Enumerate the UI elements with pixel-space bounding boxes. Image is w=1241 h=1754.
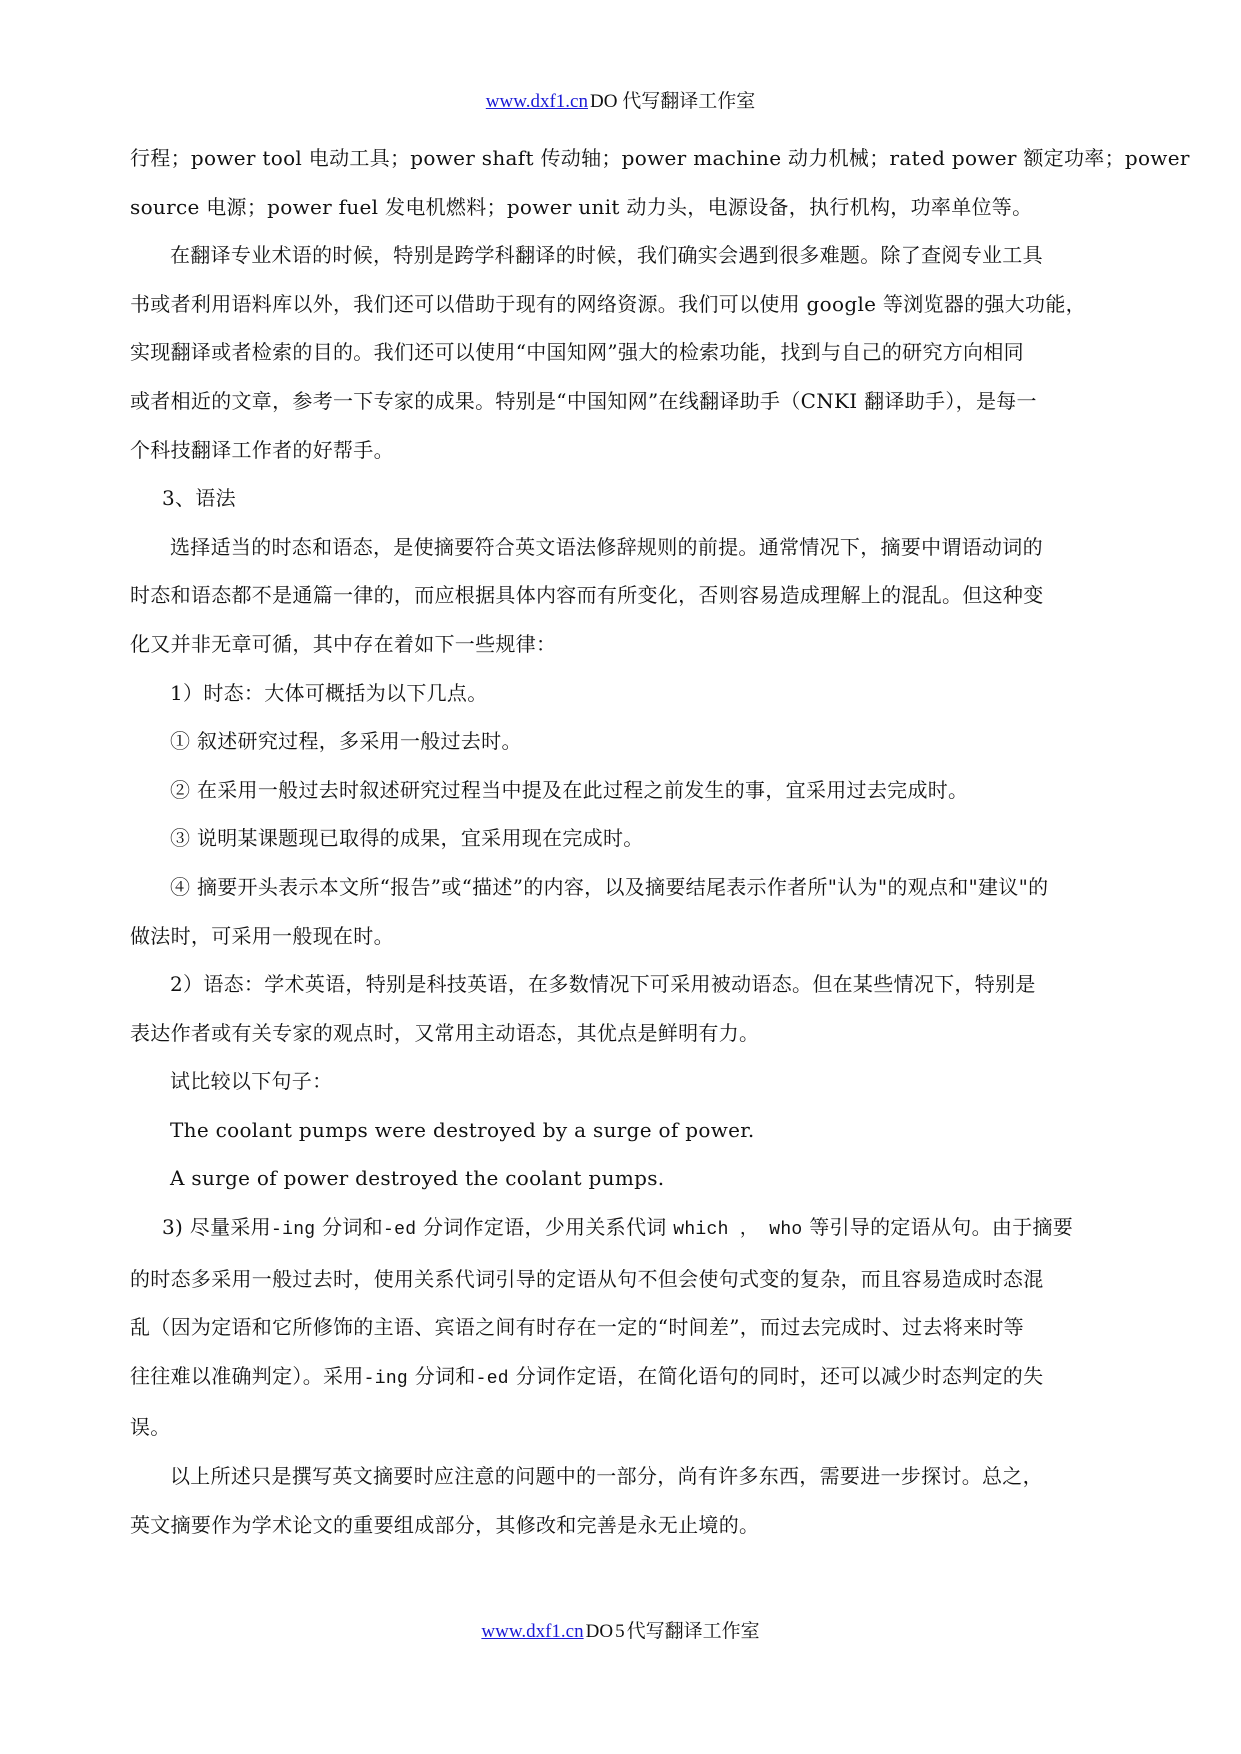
paragraph-tense-voice	[130, 523, 1120, 572]
participle-paragraph	[130, 1203, 1120, 1255]
voice-paragraph	[130, 960, 1120, 1009]
code-run: -ing	[271, 1220, 316, 1241]
header-studio-name: DO 代写翻译工作室	[590, 91, 756, 112]
text-run: 往往难以准确判定）。采用	[130, 1363, 364, 1388]
text-run: 分词和	[315, 1215, 383, 1240]
paragraph-power-terms	[130, 134, 1190, 231]
tense-item-4	[130, 863, 1120, 912]
text-run: 分词作定语，在简化语句的同时，还可以减少时态判定的失	[508, 1363, 1044, 1388]
conclusion-paragraph-cont: 英文摘要作为学术论文的重要组成部分，其修改和完善是永无止境的。	[130, 1512, 760, 1537]
voice-paragraph-cont: 表达作者或有关专家的观点时，又常用主动语态，其优点是鲜明有力。	[130, 1020, 760, 1045]
text-line: 个科技翻译工作者的好帮手。	[130, 437, 394, 462]
code-run: -ed	[382, 1220, 417, 1241]
footer-studio-name: 代写翻译工作室	[626, 1621, 760, 1642]
footer-website-link[interactable]: www.dxf1.cn	[481, 1621, 584, 1642]
text-line: 或者相近的文章，参考一下专家的成果。特别是“中国知网”在线翻译助手（CNKI 翻译助手），是每一	[130, 388, 1037, 413]
code-run: -ed	[475, 1368, 509, 1389]
text-run: 3) 尽量采用	[162, 1215, 271, 1240]
compare-prompt: 试比较以下句子：	[170, 1069, 333, 1094]
paragraph-translation-resources-cont	[130, 280, 1120, 474]
text-line: 2）语态：学术英语，特别是科技英语，在多数情况下可采用被动语态。但在某些情况下，特别是	[170, 972, 1036, 997]
text-line: 以上所述只是撰写英文摘要时应注意的问题中的一部分，尚有许多东西，需要进一步探讨。总之，	[170, 1464, 1043, 1489]
paragraph-translation-resources	[130, 231, 1120, 280]
page-header	[0, 90, 1241, 114]
page-number: 5	[615, 1621, 625, 1642]
tense-heading: 1）时态：大体可概括为以下几点。	[170, 680, 488, 705]
section-heading-grammar: 3、语法	[162, 486, 236, 511]
code-run: which ， who	[673, 1220, 803, 1241]
tense-item-2: ② 在采用一般过去时叙述研究过程当中提及在此过程之前发生的事，宜采用过去完成时。	[170, 777, 969, 802]
paragraph-tense-voice-cont	[130, 571, 1120, 668]
tense-item-3: ③ 说明某课题现已取得的成果，宜采用现在完成时。	[170, 826, 644, 851]
page-footer	[0, 1620, 1241, 1644]
participle-paragraph-cont	[130, 1255, 1120, 1452]
text-run: 等引导的定语从句。由于摘要	[802, 1215, 1074, 1240]
text-line: 书或者利用语料库以外，我们还可以借助于现有的网络资源。我们可以使用 google 等浏览器的强大功能，	[130, 291, 1086, 316]
text-line: 乱（因为定语和它所修饰的主语、宾语之间有时存在一定的“时间差”，而过去完成时、过去将来时等	[130, 1315, 1024, 1340]
conclusion-paragraph	[130, 1452, 1120, 1501]
text-line	[130, 1352, 1120, 1404]
text-line: source 电源；power fuel 发电机燃料；power unit 动力头，电源设备，执行机构，功率单位等。	[130, 194, 1033, 219]
text-run: 分词和	[408, 1363, 476, 1388]
text-line: 化又并非无章可循，其中存在着如下一些规律：	[130, 631, 557, 656]
example-sentence-active: A surge of power destroyed the coolant pumps.	[170, 1166, 665, 1191]
text-line: 行程；power tool 电动工具；power shaft 传动轴；power machine 动力机械；rated power 额定功率；power	[130, 146, 1190, 170]
code-run: -ing	[363, 1368, 409, 1389]
text-line	[162, 1203, 1120, 1255]
text-line: 在翻译专业术语的时候，特别是跨学科翻译的时候，我们确实会遇到很多难题。除了查阅专业工具	[170, 243, 1043, 268]
document-body	[130, 134, 1190, 1549]
text-line: 误。	[130, 1415, 171, 1440]
text-line: 实现翻译或者检索的目的。我们还可以使用“中国知网”强大的检索功能，找到与自己的研究方向相同	[130, 340, 1024, 365]
example-sentence-passive: The coolant pumps were destroyed by a surge of power.	[170, 1117, 755, 1142]
text-line: 选择适当的时态和语态，是使摘要符合英文语法修辞规则的前提。通常情况下，摘要中谓语动词的	[170, 534, 1043, 559]
tense-item-1: ① 叙述研究过程，多采用一般过去时。	[170, 729, 522, 754]
text-run: 分词作定语，少用关系代词	[416, 1215, 674, 1240]
text-line: 的时态多采用一般过去时，使用关系代词引导的定语从句不但会使句式变的复杂，而且容易造成时态混	[130, 1266, 1044, 1291]
text-line: ④ 摘要开头表示本文所“报告”或“描述”的内容，以及摘要结尾表示作者所"认为"的观点和"建议"的	[170, 874, 1049, 899]
footer-studio-prefix: DO	[585, 1621, 614, 1642]
tense-item-4-cont: 做法时，可采用一般现在时。	[130, 923, 394, 948]
text-line: 时态和语态都不是通篇一律的，而应根据具体内容而有所变化，否则容易造成理解上的混乱。但这种变	[130, 583, 1044, 608]
header-website-link[interactable]: www.dxf1.cn	[485, 91, 588, 112]
